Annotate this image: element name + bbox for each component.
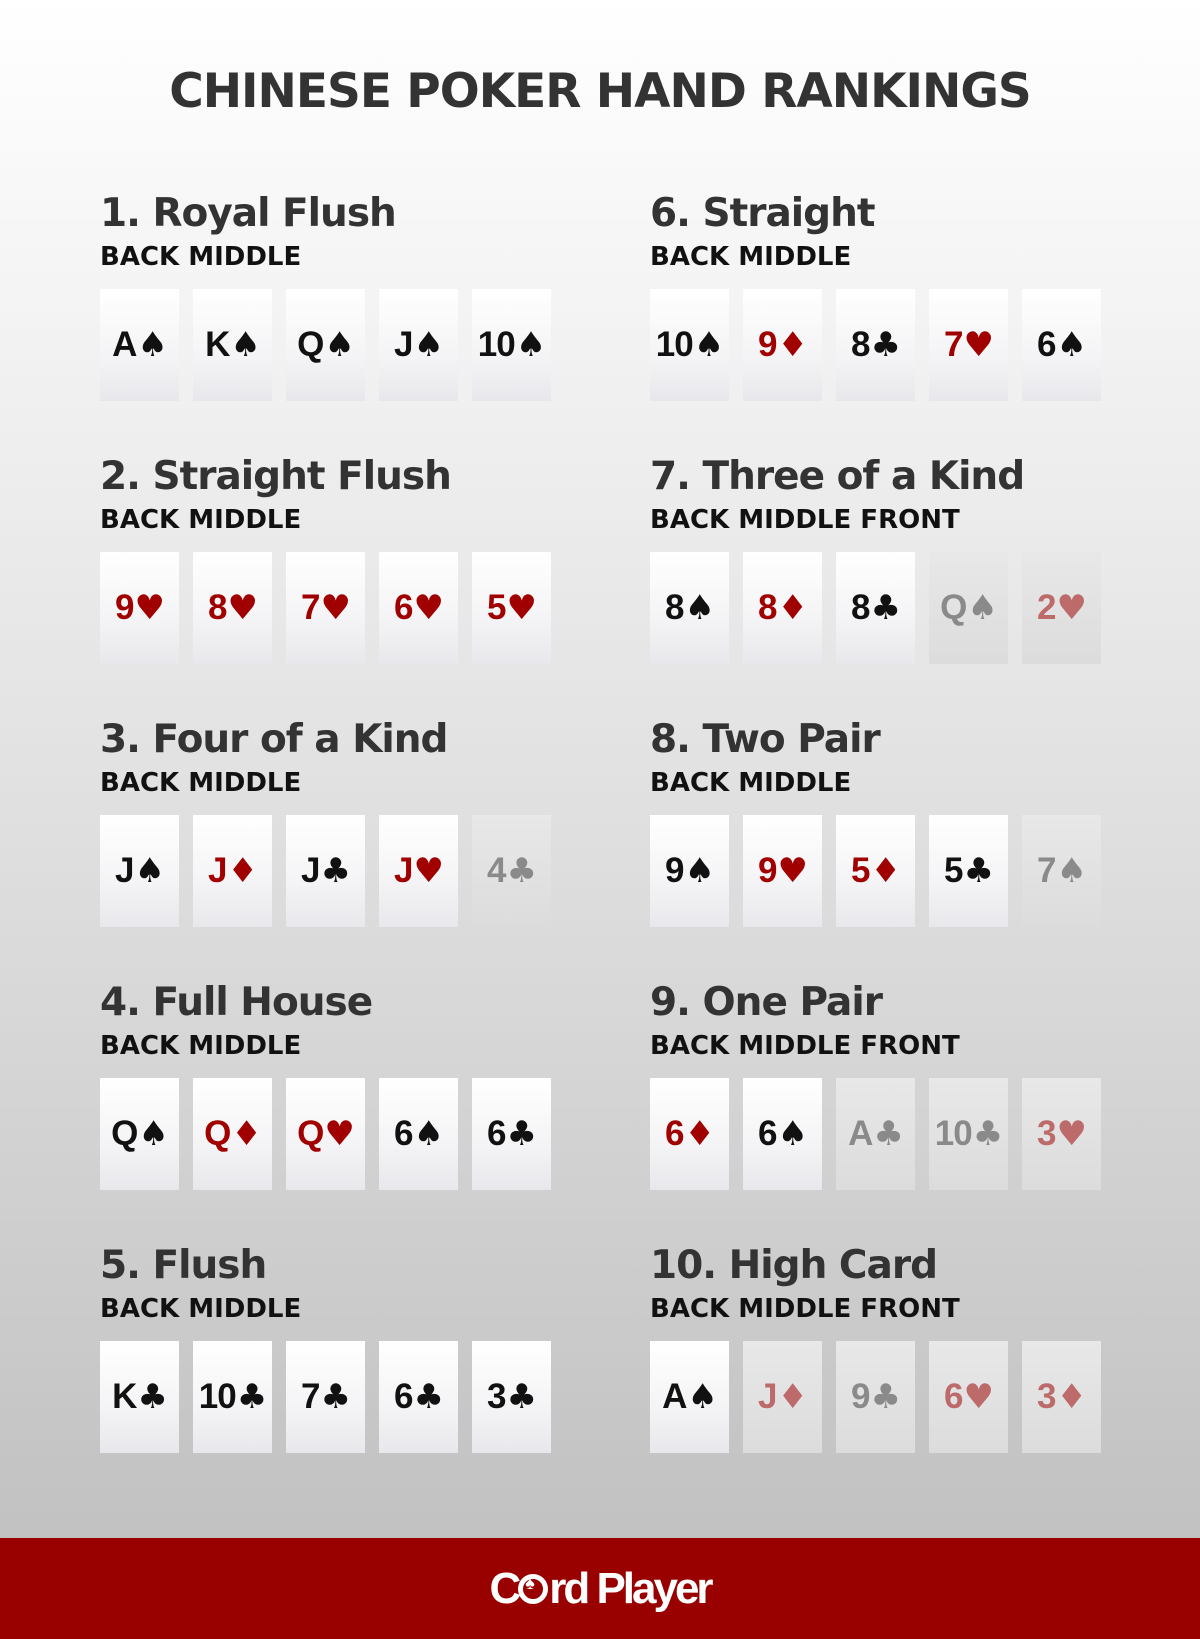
playing-card (193, 815, 272, 927)
card-suit-icon: ♣ (506, 851, 536, 891)
card-rank: 6 (394, 1377, 413, 1416)
hand-title: 7. Three of a Kind (650, 454, 1025, 499)
card-suit-icon: ♠ (684, 588, 714, 628)
card-rank: J (758, 1377, 777, 1416)
playing-card (379, 1078, 458, 1190)
card-rank: 5 (851, 851, 870, 890)
hand-section (650, 190, 1110, 401)
card-rank: Q (297, 1114, 324, 1153)
hand-title: 5. Flush (100, 1243, 267, 1288)
hand-positions: BACK MIDDLE FRONT (650, 1031, 960, 1061)
playing-card (650, 1341, 729, 1453)
hand-section (650, 716, 1110, 927)
card-row (100, 289, 560, 401)
card-suit-icon: ♠ (137, 325, 167, 365)
playing-card (193, 1341, 272, 1453)
card-suit-icon: ♥ (320, 588, 350, 628)
playing-card (472, 552, 551, 664)
card-rank: 10 (198, 1377, 236, 1416)
card-rank: J (115, 851, 134, 890)
card-row (100, 552, 560, 664)
card-rank: 4 (487, 851, 506, 890)
playing-card (650, 289, 729, 401)
hand-section (100, 453, 560, 664)
card-suit-icon: ♥ (413, 851, 443, 891)
card-suit-icon: ♣ (870, 1377, 900, 1417)
card-rank: 9 (758, 851, 777, 890)
card-row (100, 815, 560, 927)
card-rank: 6 (944, 1377, 963, 1416)
playing-card (1022, 1341, 1101, 1453)
card-rank: 3 (487, 1377, 506, 1416)
playing-card (743, 815, 822, 927)
card-rank: 9 (665, 851, 684, 890)
card-row (650, 552, 1110, 664)
playing-card (472, 815, 551, 927)
hand-positions: BACK MIDDLE (100, 768, 302, 798)
card-rank: 5 (487, 588, 506, 627)
card-rank: 6 (394, 1114, 413, 1153)
card-suit-icon: ♦ (870, 851, 900, 891)
playing-card (286, 815, 365, 927)
card-suit-icon: ♠ (1056, 325, 1086, 365)
card-suit-icon: ♠ (684, 851, 714, 891)
playing-card (836, 815, 915, 927)
playing-card (1022, 815, 1101, 927)
card-suit-icon: ♠ (134, 851, 164, 891)
footer-bar (0, 1538, 1200, 1639)
playing-card (743, 1341, 822, 1453)
logo-text-rest: rd Player (549, 1563, 711, 1613)
playing-card (929, 815, 1008, 927)
playing-card (1022, 552, 1101, 664)
card-suit-icon: ♥ (963, 325, 993, 365)
playing-card (286, 1341, 365, 1453)
card-rank: 8 (208, 588, 227, 627)
card-rank: J (301, 851, 320, 890)
hand-section (650, 453, 1110, 664)
card-rank: 9 (851, 1377, 870, 1416)
card-suit-icon: ♠ (967, 588, 997, 628)
card-rank: 7 (301, 588, 320, 627)
card-suit-icon: ♣ (963, 851, 993, 891)
hand-section (100, 1242, 560, 1453)
card-suit-icon: ♣ (413, 1377, 443, 1417)
hand-section (100, 190, 560, 401)
card-rank: 8 (851, 325, 870, 364)
hand-title: 4. Full House (100, 980, 373, 1025)
playing-card (836, 1341, 915, 1453)
card-rank: K (205, 325, 230, 364)
card-rank: 8 (758, 588, 777, 627)
card-rank: 5 (944, 851, 963, 890)
card-suit-icon: ♣ (137, 1377, 167, 1417)
card-suit-icon: ♦ (1056, 1377, 1086, 1417)
playing-card (100, 815, 179, 927)
playing-card (929, 1341, 1008, 1453)
card-rank: 9 (115, 588, 134, 627)
card-suit-icon: ♠ (1056, 851, 1086, 891)
hand-positions: BACK MIDDLE (100, 1294, 302, 1324)
card-rank: 10 (655, 325, 693, 364)
hand-title: 10. High Card (650, 1243, 938, 1288)
playing-card (472, 1341, 551, 1453)
card-rank: 7 (1037, 851, 1056, 890)
hand-section (650, 1242, 1110, 1453)
hand-title: 6. Straight (650, 191, 875, 236)
playing-card (743, 289, 822, 401)
card-suit-icon: ♥ (413, 588, 443, 628)
card-suit-icon: ♣ (506, 1377, 536, 1417)
hand-positions: BACK MIDDLE (100, 505, 302, 535)
hand-positions: BACK MIDDLE (650, 242, 852, 272)
card-suit-icon: ♣ (236, 1377, 267, 1417)
page-title: CHINESE POKER HAND RANKINGS (169, 64, 1031, 119)
card-suit-icon: ♠ (413, 1114, 443, 1154)
card-suit-icon: ♣ (870, 588, 900, 628)
card-suit-icon: ♠ (515, 325, 546, 365)
card-suit-icon: ♣ (870, 325, 900, 365)
card-rank: 9 (758, 325, 777, 364)
card-suit-icon: ♥ (777, 851, 807, 891)
playing-card (650, 552, 729, 664)
card-rank: 2 (1037, 588, 1056, 627)
card-rank: 10 (934, 1114, 972, 1153)
card-row (650, 1078, 1110, 1190)
playing-card (836, 552, 915, 664)
card-suit-icon: ♦ (227, 851, 257, 891)
card-suit-icon: ♠ (777, 1114, 807, 1154)
hand-positions: BACK MIDDLE FRONT (650, 1294, 960, 1324)
hand-positions: BACK MIDDLE (100, 1031, 302, 1061)
card-suit-icon: ♥ (1056, 588, 1086, 628)
cardplayer-logo[interactable] (489, 1564, 710, 1614)
card-rank: A (848, 1114, 873, 1153)
playing-card (379, 552, 458, 664)
card-rank: 8 (851, 588, 870, 627)
card-rank: 6 (394, 588, 413, 627)
playing-card (193, 1078, 272, 1190)
card-suit-icon: ♠ (687, 1377, 717, 1417)
card-rank: 7 (944, 325, 963, 364)
card-rank: 3 (1037, 1114, 1056, 1153)
playing-card (472, 289, 551, 401)
playing-card (379, 1341, 458, 1453)
hand-title: 9. One Pair (650, 980, 882, 1025)
card-suit-icon: ♠ (693, 325, 724, 365)
playing-card (743, 552, 822, 664)
playing-card (100, 552, 179, 664)
hand-positions: BACK MIDDLE (650, 768, 852, 798)
card-rank: 7 (301, 1377, 320, 1416)
logo-letter-c: C (489, 1563, 519, 1613)
card-suit-icon: ♥ (963, 1377, 993, 1417)
playing-card (929, 1078, 1008, 1190)
card-suit-icon: ♠ (138, 1114, 168, 1154)
card-suit-icon: ♣ (320, 1377, 350, 1417)
playing-card (929, 289, 1008, 401)
playing-card (193, 289, 272, 401)
card-rank: J (208, 851, 227, 890)
card-suit-icon: ♣ (320, 851, 350, 891)
card-suit-icon: ♣ (873, 1114, 903, 1154)
card-suit-icon: ♥ (1056, 1114, 1086, 1154)
card-suit-icon: ♦ (777, 588, 807, 628)
card-rank: 6 (1037, 325, 1056, 364)
card-rank: J (394, 851, 413, 890)
playing-card (100, 1341, 179, 1453)
hand-section (650, 979, 1110, 1190)
playing-card (379, 815, 458, 927)
card-suit-icon: ♣ (972, 1114, 1003, 1154)
playing-card (836, 289, 915, 401)
card-rank: J (394, 325, 413, 364)
card-rank: 10 (477, 325, 515, 364)
playing-card (472, 1078, 551, 1190)
card-suit-icon: ♦ (684, 1114, 714, 1154)
card-rank: Q (940, 588, 967, 627)
playing-card (193, 552, 272, 664)
card-rank: Q (111, 1114, 138, 1153)
card-rank: A (112, 325, 137, 364)
card-rank: Q (204, 1114, 231, 1153)
playing-card (929, 552, 1008, 664)
card-row (100, 1341, 560, 1453)
card-rank: A (662, 1377, 687, 1416)
card-row (100, 1078, 560, 1190)
card-suit-icon: ♠ (324, 325, 354, 365)
playing-card (286, 552, 365, 664)
card-rank: 6 (665, 1114, 684, 1153)
playing-card (286, 1078, 365, 1190)
playing-card (1022, 289, 1101, 401)
card-suit-icon: ♥ (227, 588, 257, 628)
hand-section (100, 979, 560, 1190)
playing-card (836, 1078, 915, 1190)
playing-card (650, 815, 729, 927)
hand-title: 8. Two Pair (650, 717, 880, 762)
playing-card (379, 289, 458, 401)
playing-card (100, 1078, 179, 1190)
playing-card (650, 1078, 729, 1190)
playing-card (743, 1078, 822, 1190)
card-rank: 3 (1037, 1377, 1056, 1416)
playing-card (100, 289, 179, 401)
playing-card (286, 289, 365, 401)
card-suit-icon: ♣ (506, 1114, 536, 1154)
card-row (650, 815, 1110, 927)
card-suit-icon: ♥ (134, 588, 164, 628)
card-suit-icon: ♦ (777, 1377, 807, 1417)
card-rank: K (112, 1377, 137, 1416)
card-suit-icon: ♥ (324, 1114, 354, 1154)
hand-positions: BACK MIDDLE (100, 242, 302, 272)
card-row (650, 1341, 1110, 1453)
card-row (650, 289, 1110, 401)
hand-title: 2. Straight Flush (100, 454, 451, 499)
card-rank: 8 (665, 588, 684, 627)
card-suit-icon: ♦ (231, 1114, 261, 1154)
card-suit-icon: ♠ (230, 325, 260, 365)
card-suit-icon: ♦ (777, 325, 807, 365)
card-rank: 6 (758, 1114, 777, 1153)
card-suit-icon: ♠ (413, 325, 443, 365)
playing-card (1022, 1078, 1101, 1190)
hand-title: 1. Royal Flush (100, 191, 396, 236)
card-rank: 6 (487, 1114, 506, 1153)
card-suit-icon: ♥ (506, 588, 536, 628)
spade-o-icon (518, 1574, 548, 1604)
card-rank: Q (297, 325, 324, 364)
hand-positions: BACK MIDDLE FRONT (650, 505, 960, 535)
hand-title: 3. Four of a Kind (100, 717, 448, 762)
hand-section (100, 716, 560, 927)
